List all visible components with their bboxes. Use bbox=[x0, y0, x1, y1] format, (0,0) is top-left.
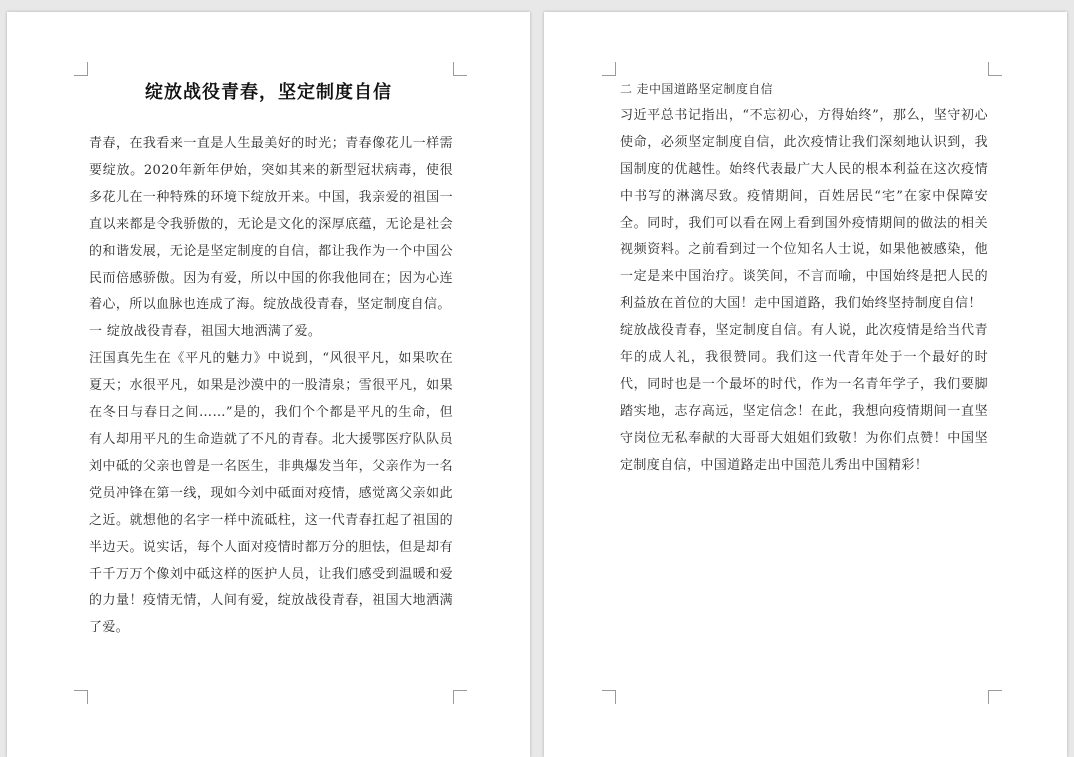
paragraph-section-2: 习近平总书记指出，“不忘初心，方得始终”，那么，坚守初心使命，必须坚定制度自信，此次疫情让我们深刻地认识到，我国制度的优越性。始终代表最广大人民的根本利益在这次疫情中书写的淋漓尽致。疫情期间，百姓居民“宅”在家中保障安全。同时，我们可以看在网上看到国外疫情期间的做法的相关视频资料。之前看到过一个位知名人士说，如果他被感染，他一定是来中国治疗。谈笑间，不言而喻，中国始终是把人民的利益放在首位的大国！走中国道路，我们始终坚持制度自信！ bbox=[620, 107, 988, 312]
margin-corner-bottom-left bbox=[602, 690, 616, 704]
paragraph-conclusion: 绽放战役青春，坚定制度自信。有人说，此次疫情是给当代青年的成人礼，我很赞同。我们这一代青年处于一个最好的时代，同时也是一个最坏的时代，作为一名青年学子，我们要脚踏实地，志存高远，坚定信念！在此，我想向疫情期间一直坚守岗位无私奉献的大哥哥大姐姐们致敬！为你们点赞！中国坚定制度自信，中国道路走出中国范儿秀出中国精彩！ bbox=[620, 323, 988, 473]
margin-corner-bottom-left bbox=[74, 690, 88, 704]
left-page-body bbox=[89, 131, 453, 642]
document-page-left bbox=[7, 12, 530, 757]
section-heading-1: 一 绽放战役青春，祖国大地洒满了爱。 bbox=[89, 324, 322, 340]
document-title: 绽放战役青春，坚定制度自信 bbox=[145, 82, 392, 103]
margin-corner-top-left bbox=[602, 62, 616, 76]
margin-corner-bottom-right bbox=[453, 690, 467, 704]
margin-corner-top-left bbox=[74, 62, 88, 76]
section-heading-2: 二 走中国道路坚定制度自信 bbox=[620, 82, 774, 96]
document-page-right bbox=[544, 12, 1067, 757]
margin-corner-top-right bbox=[453, 62, 467, 76]
paragraph-section-1: 汪国真先生在《平凡的魅力》中说到，“风很平凡，如果吹在夏天；水很平凡，如果是沙漠中的一股清泉；雪很平凡，如果在冬日与春日之间……”是的，我们个个都是平凡的生命，但有人却用平凡的生命造就了不凡的青春。北大援鄂医疗队队员刘中砥的父亲也曾是一名医生，非典爆发当年，父亲作为一名党员冲锋在第一线，现如今刘中砥面对疫情，感觉离父亲如此之近。就想他的名字一样中流砥柱，这一代青春扛起了祖国的半边天。说实话，每个人面对疫情时都万分的胆怯，但是却有千千万万个像刘中砥这样的医护人员，让我们感受到温暖和爱的力量！疫情无情，人间有爱，绽放战役青春，祖国大地洒满了爱。 bbox=[89, 351, 453, 636]
paragraph-intro: 青春，在我看来一直是人生最美好的时光；青春像花儿一样需要绽放。2020年新年伊始，突如其来的新型冠状病毒，使很多花儿在一种特殊的环境下绽放开来。中国，我亲爱的祖国一直以来都是令我骄傲的，无论是文化的深厚底蕴，无论是社会的和谐发展，无论是坚定制度的自信，都让我作为一个中国公民而倍感骄傲。因为有爱，所以中国的你我他同在；因为心连着心，所以血脉也连成了海。绽放战役青春，坚定制度自信。 bbox=[89, 136, 453, 313]
margin-corner-bottom-right bbox=[988, 690, 1002, 704]
right-page-body bbox=[620, 76, 988, 480]
margin-corner-top-right bbox=[988, 62, 1002, 76]
